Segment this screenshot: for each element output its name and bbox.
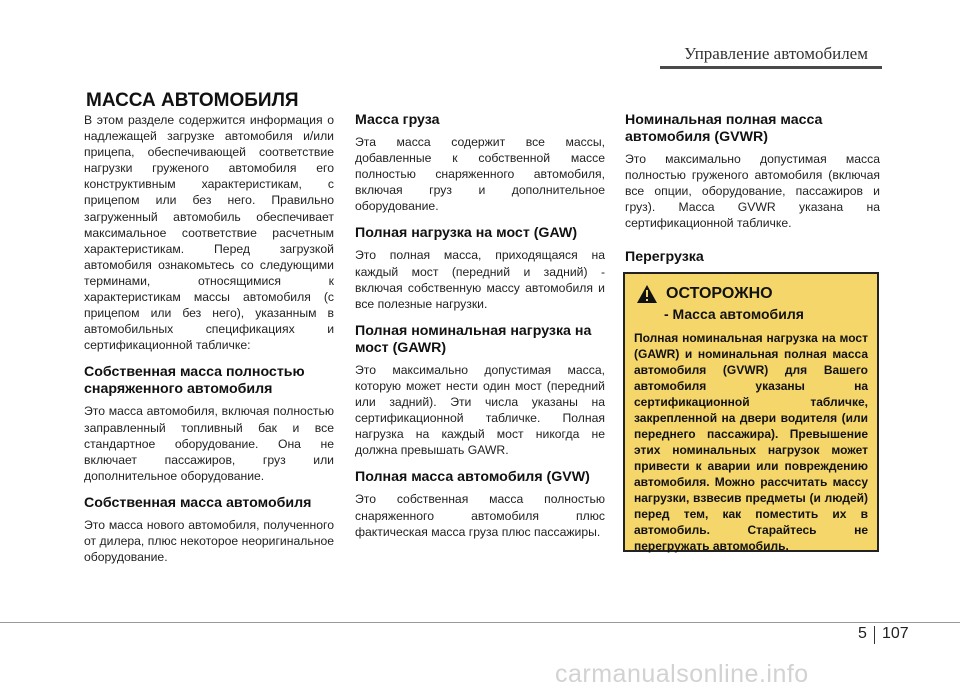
heading-cargo-weight: Масса груза bbox=[355, 112, 440, 128]
paragraph-gvwr: Это максимально допустимая масса полностью груженого автомобиля (включая все опции, оборудование, пассажиров и груз). Масса GVWR указана на сертификационной табличке. bbox=[625, 152, 880, 231]
paragraph-gawr: Это максимально допустимая масса, которую может нести один мост (передний или задний). Эти числа указаны на сертификационной табличке. Полная нагрузка на каждый мост никогда не должна превышать GAWR. bbox=[355, 362, 605, 458]
warning-box bbox=[623, 272, 879, 552]
heading-gaw: Полная нагрузка на мост (GAW) bbox=[355, 225, 578, 242]
heading-vehicle-weight: Собственная масса автомобиля bbox=[84, 494, 312, 511]
intro-paragraph: В этом разделе содержится информация о надлежащей загрузке автомобиля и/или прицепа, обеспечивающей соответствие нагрузки груженого автомобиля его конструктивным характеристикам, с прицепом или без него. Правильно загруженный автомобиль обеспечивает максимальное соответствие расчетным характеристикам. Перед загрузкой автомобиля ознакомьтесь со следующими терминами, относящимися к характеристикам массы автомобиля (с прицепом или без него), указанным в автомобильных спецификациях и сертификационной табличке: bbox=[84, 113, 334, 353]
paragraph-vehicle-weight: Это масса нового автомобиля, полученного от дилера, плюс некоторое неоригинальное оборудование. bbox=[84, 517, 334, 565]
header-rule bbox=[660, 66, 882, 69]
heading-gvw: Полная масса автомобиля (GVW) bbox=[355, 469, 590, 486]
paragraph-cargo-weight: Эта масса содержит все массы, добавленные к собственной массе полностью снаряженного автомобиля, включая груз и дополнительное оборудование. bbox=[355, 135, 605, 214]
heading-gawr: Полная номинальная нагрузка на мост (GAWR) bbox=[355, 322, 592, 356]
footer-separator bbox=[874, 626, 875, 644]
warning-body: Полная номинальная нагрузка на мост (GAWR) и номинальная полная масса автомобиля (GVWR) для Вашего автомобиля указаны на сертификационной табличке, закрепленной на двери водителя (или переднего пассажира). Превышение этих номинальных нагрузок может привести к аварии или повреждению автомобиля. Можно рассчитать массу нагрузки, взвесив предметы (и людей) перед тем, как поместить их в автомобиль. Старайтесь не перегружать автомобиль. bbox=[634, 331, 868, 553]
warning-header bbox=[634, 284, 868, 304]
paragraph-curb-weight: Это масса автомобиля, включая полностью заправленный топливный бак и все стандартное оборудование. Она не включает пассажиров, груз или дополнительное оборудование. bbox=[84, 404, 334, 483]
warning-title: ОСТОРОЖНО bbox=[666, 285, 773, 302]
column-3 bbox=[625, 112, 880, 271]
watermark: carmanualsonline.info bbox=[555, 660, 809, 688]
column-2 bbox=[355, 112, 605, 551]
warning-subtitle: - Масса автомобиля bbox=[664, 306, 804, 322]
section-header-title: Управление автомобилем bbox=[684, 44, 868, 63]
footer-rule bbox=[0, 622, 960, 623]
paragraph-gvw: Это собственная масса полностью снаряженного автомобиля плюс фактическая масса груза плюс пассажиры. bbox=[355, 492, 605, 539]
heading-gvwr: Номинальная полная масса автомобиля (GVWR) bbox=[625, 112, 823, 145]
page-number: 107 bbox=[882, 625, 909, 642]
warning-triangle-icon bbox=[636, 284, 658, 304]
heading-overload: Перегрузка bbox=[625, 249, 704, 266]
page-title: МАССА АВТОМОБИЛЯ bbox=[86, 90, 299, 111]
heading-curb-weight: Собственная масса полностью снаряженного автомобиля bbox=[84, 364, 305, 398]
paragraph-gaw: Это полная масса, приходящаяся на каждый мост (передний и задний) - включая собственную массу автомобиля и все полезные нагрузки. bbox=[355, 248, 605, 311]
chapter-number: 5 bbox=[858, 625, 867, 642]
column-1 bbox=[84, 112, 334, 576]
